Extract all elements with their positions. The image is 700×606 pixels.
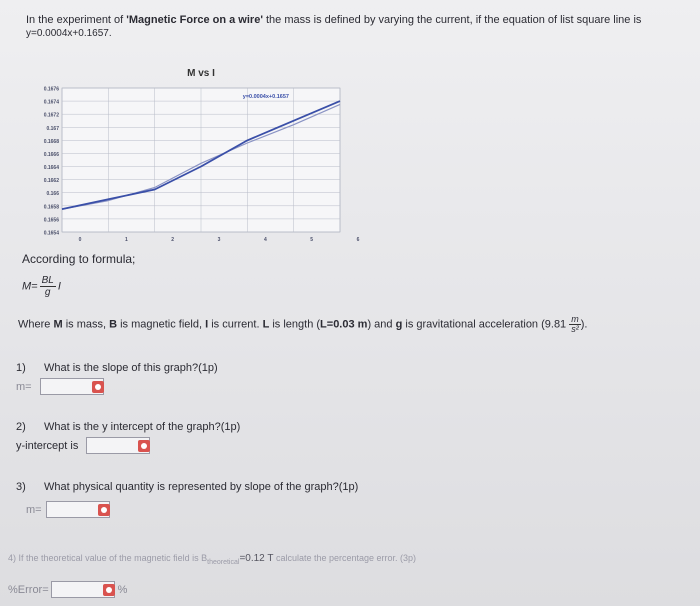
x-tick-label: 5: [310, 237, 314, 243]
intro-text-a: In the experiment of: [26, 14, 127, 26]
y-tick-label: 0.1656: [43, 217, 59, 224]
error-icon: [103, 584, 115, 596]
where-text: is current.: [208, 318, 263, 331]
subscript: theoretical: [207, 558, 240, 566]
answer-row-3: [26, 501, 110, 518]
formula-numerator: BL: [41, 275, 54, 286]
x-tick-label: 0: [78, 237, 82, 243]
question-number: 4): [8, 553, 17, 563]
unit-denominator: s²: [571, 324, 579, 334]
answer-label: m=: [16, 380, 32, 393]
where-text: is gravitational acceleration (9.81: [402, 318, 570, 331]
problem-statement: [26, 13, 686, 41]
var-b: B: [109, 318, 118, 331]
var-l: L: [262, 318, 270, 331]
error-icon: [98, 504, 110, 516]
unit-numerator: m: [571, 314, 579, 324]
formula-lhs: M=: [22, 280, 38, 293]
length-value: L=0.03 m: [320, 318, 368, 331]
y-tick-label: 0.166: [46, 191, 59, 198]
question-text: If the theoretical value of the magnetic field is B: [18, 553, 208, 563]
y-tick-label: 0.1668: [43, 138, 59, 145]
formula-fraction: [40, 275, 56, 298]
question-1: [16, 362, 218, 374]
y-tick-label: 0.1672: [43, 112, 59, 119]
y-tick-label: 0.1658: [43, 204, 59, 211]
y-tick-label: 0.1674: [43, 99, 59, 106]
variable-definitions: [18, 315, 587, 334]
answer-row-2: [16, 437, 150, 454]
x-tick-label: 2: [171, 237, 175, 243]
y-tick-label: 0.1676: [43, 86, 59, 93]
question-number: 3): [16, 481, 26, 493]
answer-label: %Error=: [8, 583, 49, 596]
where-text: Where: [18, 318, 54, 331]
question-2: [16, 421, 240, 433]
answer-label: m=: [26, 503, 42, 516]
gravity-unit: [569, 315, 581, 334]
mass-formula: [22, 275, 61, 298]
field-value: =0.12 T: [239, 553, 274, 564]
experiment-name: 'Magnetic Force on a wire': [126, 14, 263, 26]
chart-title: M vs I: [187, 68, 215, 79]
where-text: ) and: [367, 318, 396, 331]
answer-row-1: [16, 378, 104, 395]
y-tick-label: 0.1662: [43, 178, 59, 185]
answer-row-4: [8, 581, 127, 598]
formula-intro: According to formula;: [22, 252, 136, 266]
answer-label: y-intercept is: [16, 439, 79, 452]
question-text: What is the y intercept of the graph?(1p): [44, 421, 241, 433]
error-icon: [138, 440, 150, 452]
x-tick-label: 3: [217, 237, 221, 243]
question-number: 1): [16, 362, 26, 374]
x-tick-label: 1: [124, 237, 128, 243]
var-i: I: [205, 318, 209, 331]
question-3: [16, 481, 358, 493]
percent-unit: %: [117, 583, 128, 596]
where-text: is mass,: [62, 318, 110, 331]
y-tick-label: 0.167: [46, 125, 59, 132]
intro-text-c: the mass is defined by varying the current, if the equation of list square line is: [262, 14, 642, 26]
x-tick-label: 6: [356, 237, 360, 243]
where-text: is magnetic field,: [117, 318, 206, 331]
formula-denominator: g: [44, 287, 51, 298]
trendline-equation-label: y=0.0004x+0.1657: [242, 94, 289, 100]
formula-rhs: I: [57, 280, 61, 293]
y-tick-label: 0.1666: [43, 151, 59, 158]
where-text: is length (: [269, 318, 321, 331]
question-text: calculate the percentage error. (3p): [273, 553, 417, 563]
question-4: [8, 553, 416, 566]
var-m: M: [53, 318, 63, 331]
m-vs-i-chart: [22, 62, 360, 243]
where-text: ).: [580, 318, 588, 331]
question-text: What physical quantity is represented by slope of the graph?(1p): [44, 481, 359, 493]
error-icon: [92, 381, 104, 393]
y-tick-label: 0.1654: [43, 230, 59, 237]
y-tick-label: 0.1664: [43, 165, 59, 172]
question-number: 2): [16, 421, 26, 433]
x-tick-label: 4: [263, 237, 267, 243]
least-squares-equation: y=0.0004x+0.1657.: [26, 28, 112, 39]
var-g: g: [395, 318, 403, 331]
question-text: What is the slope of this graph?(1p): [44, 362, 218, 374]
